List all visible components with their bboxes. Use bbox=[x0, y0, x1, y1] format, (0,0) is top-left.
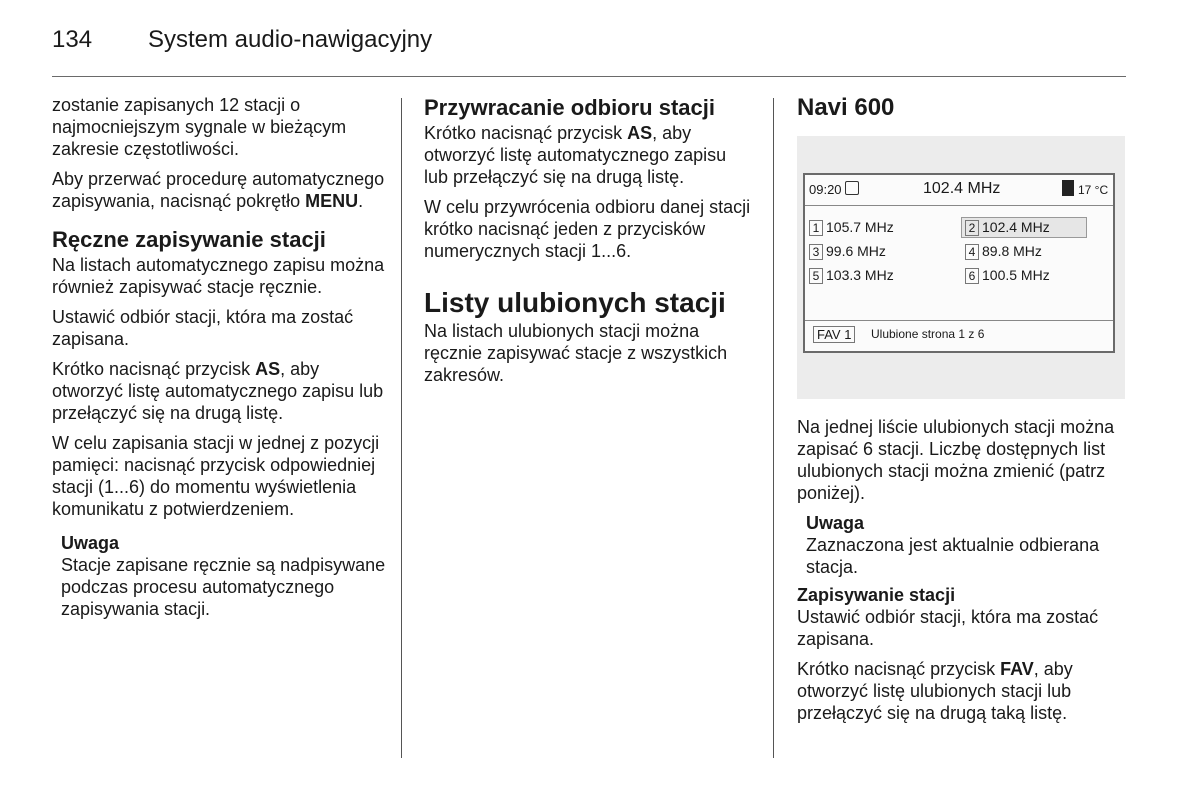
preset-6 bbox=[965, 267, 1050, 284]
note-title: Uwaga bbox=[806, 513, 865, 533]
fav-page-text: Ulubione strona 1 z 6 bbox=[871, 327, 985, 341]
section-heading-large: Listy ulubionych stacji bbox=[424, 287, 726, 318]
preset-frequency: 103.3 MHz bbox=[826, 267, 894, 283]
text: , aby otworzyć listę automatycznego zapisu lub przełączyć się na drugą listę. bbox=[52, 359, 384, 423]
navi-display bbox=[803, 173, 1115, 353]
preset-number: 1 bbox=[809, 220, 823, 236]
text: . bbox=[358, 191, 364, 211]
preset-frequency: 100.5 MHz bbox=[982, 267, 1050, 283]
section-heading: Przywracanie odbioru stacji bbox=[424, 95, 715, 120]
bold-text: FAV bbox=[1000, 659, 1034, 679]
preset-frequency: 89.8 MHz bbox=[982, 243, 1042, 259]
section-heading: Navi 600 bbox=[797, 94, 895, 121]
column-divider-1 bbox=[401, 98, 402, 758]
paragraph: Ustawić odbiór stacji, która ma zostać zapisana. bbox=[52, 307, 354, 349]
paragraph: Na listach automatycznego zapisu można również zapisywać stacje ręcznie. bbox=[52, 255, 385, 297]
preset-4 bbox=[965, 243, 1042, 260]
paragraph: W celu zapisania stacji w jednej z pozycji pamięci: nacisnąć przycisk odpowiedniej stacji (1...6) do momentu wyświetlenia komunikatu z potwierdzeniem. bbox=[52, 433, 380, 519]
text: Krótko nacisnąć przycisk bbox=[797, 659, 1001, 679]
preset-frequency: 102.4 MHz bbox=[982, 219, 1050, 235]
status-bar bbox=[805, 175, 1113, 206]
preset-5 bbox=[809, 267, 894, 284]
paragraph: W celu przywrócenia odbioru danej stacji krótko nacisnąć jeden z przycisków numerycznych stacji 1...6. bbox=[424, 197, 751, 261]
paragraph: Ustawić odbiór stacji, która ma zostać zapisana. bbox=[797, 607, 1099, 649]
note-text: Stacje zapisane ręcznie są nadpisywane podczas procesu automatycznego zapisywania stacji. bbox=[61, 555, 386, 619]
column-3-text bbox=[797, 416, 1127, 732]
page-number: 134 bbox=[52, 26, 93, 53]
preset-frequency: 105.7 MHz bbox=[826, 219, 894, 235]
column-3 bbox=[797, 94, 1127, 122]
bold-text: AS bbox=[627, 123, 653, 143]
preset-number: 3 bbox=[809, 244, 823, 260]
column-1 bbox=[52, 94, 388, 626]
fav-bar bbox=[805, 320, 1113, 351]
subheading: Zapisywanie stacji bbox=[797, 585, 956, 605]
text: Aby przerwać procedurę automatycznego zapisywania, nacisnąć pokrętło bbox=[52, 169, 385, 211]
paragraph: Na listach ulubionych stacji można ręcznie zapisywać stacje z wszystkich zakresów. bbox=[424, 321, 728, 385]
chapter-title: System audio-nawigacyjny bbox=[148, 26, 433, 53]
column-divider-2 bbox=[773, 98, 774, 758]
column-2 bbox=[424, 94, 754, 394]
text: , aby otworzyć listę ulubionych stacji lub przełączyć się na drugą taką listę. bbox=[797, 659, 1073, 723]
paragraph bbox=[52, 168, 388, 212]
thermometer-icon bbox=[1062, 180, 1074, 196]
paragraph bbox=[424, 122, 754, 188]
preset-number: 5 bbox=[809, 268, 823, 284]
paragraph bbox=[797, 658, 1127, 724]
paragraph bbox=[52, 358, 388, 424]
current-frequency: 102.4 MHz bbox=[923, 180, 1001, 197]
preset-1 bbox=[809, 219, 894, 236]
note-text: Zaznaczona jest aktualnie odbierana stacja. bbox=[806, 535, 1100, 577]
preset-2-selected bbox=[961, 217, 1087, 238]
paragraph: Na jednej liście ulubionych stacji można zapisać 6 stacji. Liczbę dostępnych list ulubionych stacji można zmienić (patrz poniżej). bbox=[797, 417, 1115, 503]
note-title: Uwaga bbox=[61, 533, 120, 553]
text: Krótko nacisnąć przycisk bbox=[52, 359, 256, 379]
preset-3 bbox=[809, 243, 886, 260]
text: Krótko nacisnąć przycisk bbox=[424, 123, 628, 143]
bold-text: AS bbox=[255, 359, 281, 379]
clock-time: 09:20 bbox=[809, 182, 842, 197]
preset-frequency: 99.6 MHz bbox=[826, 243, 886, 259]
section-heading: Ręczne zapisywanie stacji bbox=[52, 227, 326, 252]
temperature: 17 °C bbox=[1078, 183, 1109, 197]
bold-text: MENU bbox=[305, 191, 359, 211]
text: , aby otworzyć listę automatycznego zapisu lub przełączyć się na drugą listę. bbox=[424, 123, 727, 187]
note-box bbox=[52, 532, 388, 620]
preset-number: 6 bbox=[965, 268, 979, 284]
fav-page-tag: FAV 1 bbox=[813, 326, 855, 343]
preset-number: 2 bbox=[965, 220, 979, 236]
navi-screen-figure bbox=[797, 136, 1125, 399]
paragraph: zostanie zapisanych 12 stacji o najmocniejszym sygnale w bieżącym zakresie częstotliwości. bbox=[52, 95, 347, 159]
note-box bbox=[797, 512, 1127, 578]
clock-icon bbox=[845, 181, 859, 195]
preset-number: 4 bbox=[965, 244, 979, 260]
header-rule bbox=[52, 76, 1126, 77]
